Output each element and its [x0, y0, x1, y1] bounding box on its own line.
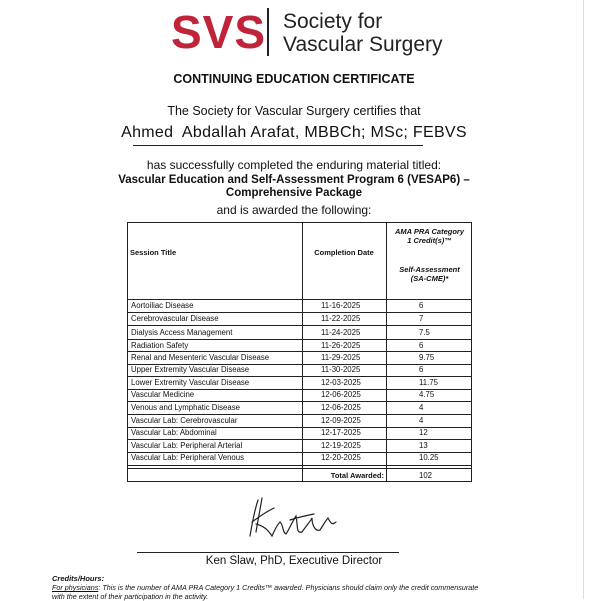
row-border — [127, 465, 472, 466]
logo-divider — [267, 8, 269, 56]
row-date: 11-22-2025 — [321, 314, 361, 323]
header-ama-credit-line2: 1 Credit(s)™ — [407, 236, 452, 245]
table-row — [127, 452, 472, 464]
row-title: Upper Extremity Vascular Disease — [131, 365, 250, 374]
org-name-line1: Society for — [283, 10, 383, 33]
row-credits: 7.5 — [419, 328, 430, 337]
row-credits: 7 — [419, 314, 424, 323]
row-credits: 13 — [419, 441, 428, 450]
row-title: Vascular Lab: Peripheral Venous — [131, 453, 244, 462]
row-title: Vascular Lab: Cerebrovascular — [131, 416, 238, 425]
row-title: Venous and Lymphatic Disease — [131, 403, 240, 412]
row-date: 11-30-2025 — [321, 365, 361, 374]
credits-footnote-line1 — [52, 583, 582, 592]
row-title: Vascular Medicine — [131, 390, 195, 399]
table-row — [127, 402, 472, 414]
row-date: 12-17-2025 — [321, 428, 361, 437]
total-border — [127, 468, 472, 469]
org-name-line2: Vascular Surgery — [283, 33, 443, 56]
row-date: 12-06-2025 — [321, 390, 361, 399]
row-date: 11-24-2025 — [321, 328, 361, 337]
header-sa-line2: (SA-CME)* — [410, 274, 449, 283]
row-title: Vascular Lab: Peripheral Arterial — [131, 441, 243, 450]
credits-heading: Credits/Hours: — [52, 574, 105, 583]
page-edge-line — [583, 0, 584, 599]
header-self-assessment — [387, 265, 472, 283]
total-awarded-value: 102 — [419, 471, 433, 480]
row-title: Renal and Mesenteric Vascular Disease — [131, 353, 270, 362]
handwritten-signature — [240, 492, 350, 542]
row-credits: 6 — [419, 365, 424, 374]
row-credits: 4 — [419, 403, 424, 412]
certifies-statement: The Society for Vascular Surgery certifies that — [167, 104, 421, 118]
row-credits: 4.75 — [419, 390, 435, 399]
table-row — [127, 364, 472, 376]
header-sa-line1: Self-Assessment — [399, 265, 460, 274]
row-date: 12-09-2025 — [321, 416, 361, 425]
credits-footnote-line2: with the extent of their participation in the activity. — [52, 592, 209, 601]
header-session-title: Session Title — [130, 248, 177, 257]
physicians-text: : This is the number of AMA PRA Category 1 Credits™ awarded. Physicians should claim only the credit commensurate — [98, 583, 479, 592]
signer-name: Ken Slaw, PhD, Executive Director — [205, 555, 383, 567]
certificate-title: CONTINUING EDUCATION CERTIFICATE — [173, 72, 415, 86]
table-row — [127, 427, 472, 439]
header-completion-date: Completion Date — [314, 248, 374, 257]
credits-footnote — [52, 583, 582, 601]
row-credits: 6 — [419, 341, 424, 350]
awarded-statement: and is awarded the following: — [216, 203, 372, 217]
completed-statement: has successfully completed the enduring material titled: — [146, 158, 442, 172]
row-title: Dialysis Access Management — [131, 328, 233, 337]
row-date: 11-29-2025 — [321, 353, 361, 362]
program-title-line2: Comprehensive Package — [225, 187, 363, 199]
table-row — [127, 352, 472, 364]
row-credits: 4 — [419, 416, 424, 425]
table-row — [127, 313, 472, 325]
row-title: Lower Extremity Vascular Disease — [131, 378, 250, 387]
row-credits: 11.75 — [419, 378, 438, 387]
row-border — [127, 325, 472, 326]
table-row — [127, 415, 472, 427]
table-row — [127, 377, 472, 389]
table-row — [127, 389, 472, 401]
header-ama-credit-line1: AMA PRA Category — [394, 227, 465, 236]
row-title: Cerebrovascular Disease — [131, 314, 219, 323]
org-name — [283, 10, 443, 56]
row-date: 12-06-2025 — [321, 403, 361, 412]
table-row — [127, 300, 472, 312]
row-credits: 9.75 — [419, 353, 435, 362]
svs-logo: SVS — [171, 6, 267, 58]
row-date: 11-26-2025 — [321, 341, 361, 350]
recipient-name: Ahmed Abdallah Arafat, MBBCh; MSc; FEBVS — [121, 124, 467, 141]
recipient-underline — [133, 145, 423, 146]
row-credits: 6 — [419, 301, 424, 310]
row-title: Radiation Safety — [131, 341, 189, 350]
row-title: Vascular Lab: Abdominal — [131, 428, 217, 437]
row-date: 12-20-2025 — [321, 453, 361, 462]
table-row — [127, 327, 472, 339]
physicians-label: For physicians — [52, 583, 99, 592]
row-date: 12-03-2025 — [321, 378, 361, 387]
table-row — [127, 440, 472, 452]
row-credits: 10.25 — [419, 453, 439, 462]
row-title: Aortoiliac Disease — [131, 301, 194, 310]
program-title — [118, 174, 470, 200]
program-title-line1: Vascular Education and Self-Assessment Program 6 (VESAP6) – — [118, 174, 470, 186]
total-awarded-label: Total Awarded: — [330, 471, 384, 480]
header-ama-credit — [387, 227, 472, 245]
row-credits: 12 — [419, 428, 428, 437]
row-date: 11-16-2025 — [321, 301, 361, 310]
row-date: 12-19-2025 — [321, 441, 361, 450]
signature-line — [137, 552, 399, 553]
